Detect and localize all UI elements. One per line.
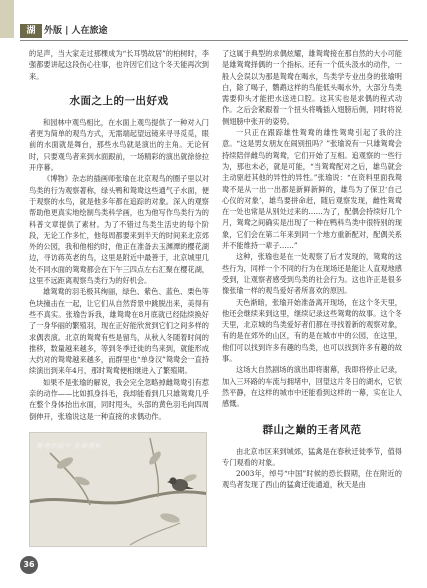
body-paragraph: 这场大自然剧场的演出即将谢幕，我即将停止记录，加入三环路的车流与拥堵中，回望这片冬日的湖水，它依然平静，在这样的城市中还能看到这样的一幕，实在让人感慨。 xyxy=(222,365,402,409)
corner-decoration xyxy=(0,0,14,38)
section-heading-mountain: 群山之巅的王者风范 xyxy=(262,423,362,436)
photo-caption: 鸳鸯伴游中 张瑜摄影 xyxy=(36,442,102,450)
body-paragraph: 一只正在跟踪雄性鸳鸯的雄性鸳鸯引起了我的注意。“这是男女朋友在闹别扭吗？”张瑜说有一只雄鸳鸯会持续陪伴雌鸟的鸳鸯，它们开始了互相。追观察的一些行为，那也未必，就是可能，“当鸳鸯配对之后，雄鸟就会主动驱赶其他的异性的异性。”张瑜说：“在资料里面我鸳鸯不是从一出一出都是新鲜新鲜的，雄鸟为了保卫‘自己心仪的对象’，雄鸟要拼命赶，随后观察发现，雌性鸳鸯在一处也常是从别处过来的……为了，配偶会持续好几个月，鸳鸯之间确实是出现了一种在鸭科鸟类中很特别的现象，它们会在第二年来到同一个地方重新配对，配偶关系并不能维持一辈子……” xyxy=(222,128,402,251)
body-paragraph: 这种，张瑜也是在一处观察了后才发现的，鸳鸯的这些行为，同样一个不同的行为在现场还是能让人直观地感受到，让观察者感受到鸟类的社会行为。这也许正是很多像张瑜一样的观鸟爱好者所喜欢的原因。 xyxy=(222,252,402,296)
body-paragraph: 雄鸳鸯的羽毛极其绚丽，绿色、紫色、蓝色、栗色等色块撞击在一起，让它们从自然背景中跳脱出来，美得有些不真实。张瑜告诉我，雄鸳鸯在8月底就已经陆续换好了一身华丽的繁殖羽，现在正好能欣赏到它们之间多样的求偶表演。北京的鸳鸯有些是留鸟，从秋入冬随着时间的推移，数量越来越多，等到冬季迁徙的鸟来到，就能形成大约对的鸳鸯越来越多，而群里也“单身汉”鸳鸯会一直持续演出到来年4月，那时鸳鸯便相继进入了繁殖期。 xyxy=(29,287,209,376)
left-column xyxy=(29,48,209,422)
body-paragraph: 《博物》杂志的插画师张瑜在北京观鸟的圈子里以对鸟类的行为观察著称，绿头鸭和鸳鸯这些通气子水面，便于观察的水鸟，就是他多年都在追踪的对象。深入的观察帮助他更真实地绘制鸟类科学画，也为他写作鸟类行为的科普文章提供了素材。为了不错过鸟类生活史的每个阶段，无论工作多忙，他每周都要来到半天的时间来北京郊外的公园，我和他相约时，他正在准备去玉渊潭的樱花湖边，寻访蒋英老的鸟，这里是附近中最善于，北京城里几处不同水面的鸳鸯都会在下午三四点左右汇聚在樱花湖，这里不远距离观察鸟类行为的好机会。 xyxy=(29,174,209,286)
body-paragraph: 和园林中观鸟相比，在水面上观鸟提供了一种对入门者更为简单的观鸟方式，无需端起望远镜来寻寻觅觅，眼前的水面就是舞台，那些水鸟就是演出的主角。无论何时，只要观鸟者来到水面跟前，一场精彩的演出就徐徐拉开序幕。 xyxy=(29,117,209,173)
body-paragraph: 由北京市区来到城郊，猛禽是在春秋迁徙季节，值得专门观看的对象。 xyxy=(222,446,402,467)
body-paragraph: 如果不是张瑜的解说，我会完全忽略掉雌鸳鸯引有惹亲的动作——比如抓身抖毛，我却能看到几只雄鸳鸯几乎在整个身体抬出水面，同时甩头，头部的黄色羽毛向四周倒伸开，张瑜说这是一种直接的求偶动作。 xyxy=(29,377,209,421)
section-heading-water: 水面之上的一出好戏 xyxy=(69,94,169,107)
body-paragraph: 2003年，绰号“中国”时候的恐长假期，住在附近的观鸟者发现了西山的猛禽迁徙通道，秋天是由 xyxy=(222,469,402,490)
right-column xyxy=(222,48,402,491)
page-number: 36 xyxy=(20,556,38,574)
header-divider xyxy=(20,40,408,41)
section-title: 外版 | 人在旅途 xyxy=(44,26,108,36)
magazine-logo: 湖 xyxy=(20,24,42,38)
body-paragraph: 了这属于典型的求偶炫耀，雄鸳鸯接在那自然的大小可能是雄鸳鸯择偶的一个指标。还有一个低头汲水的动作，一般人会误以为那是鸳鸯在喝水，鸟类学专业出身的张瑜明白，除了喝子，鹦鹉这样的鸟能低头喝水外，大部分鸟类需要仰头才能把水送进口腔。这其实也是求偶的程式动作。之后会紧跟着一个扭头将嘴插入翅膀后侧，同时将说侧翅膀中张开的姿势。 xyxy=(222,49,402,126)
body-paragraph: 天色渐暗，张瑜开始准备离开现场，在这个冬天里，他还会继续来到这里，继续记录这些鸳鸯的故事。这个冬天里，北京城的鸟类爱好者们都在寻找着新的观察对象，有的是在郊外的山区，有的是在城市中的公园，在这里，他们可以找到许多有趣的鸟类，也可以找到许多有趣的故事。 xyxy=(222,297,402,364)
intro-paragraph: 的足声，当大家走过那棵成为“长耳鸮故居”的柏树时，李强都要讲起这段伤心往事，也许因它们这个冬天能再次到来。 xyxy=(29,49,209,81)
